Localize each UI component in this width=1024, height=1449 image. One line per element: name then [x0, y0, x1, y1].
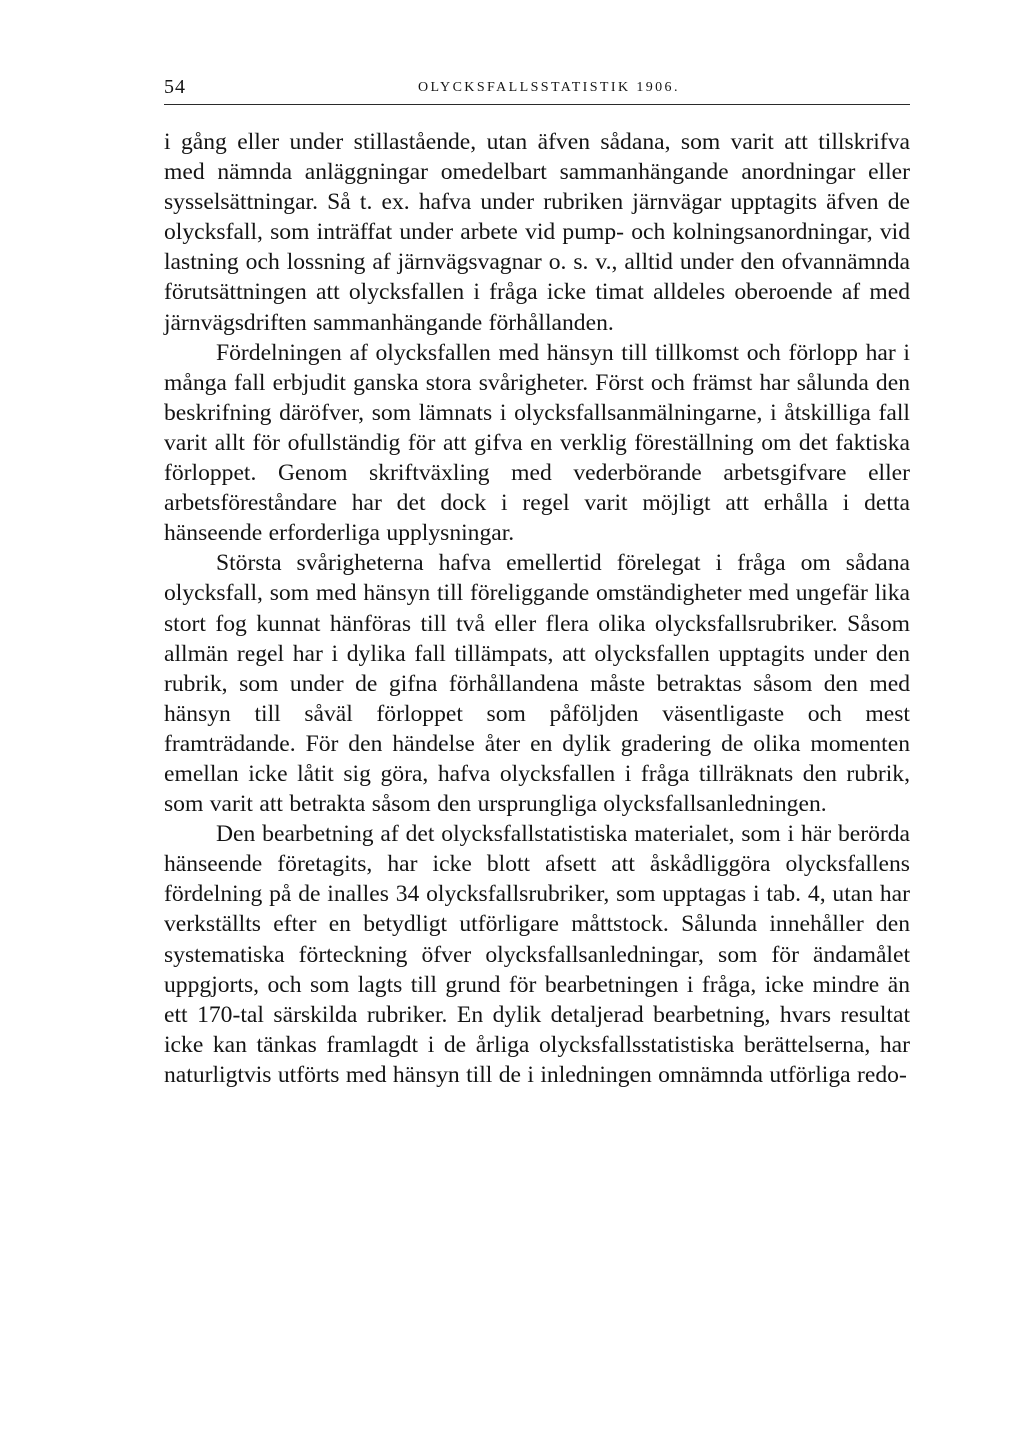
running-title: OLYCKSFALLSSTATISTIK 1906.	[418, 80, 680, 95]
paragraph-continuation: i gång eller under stillastående, utan äfven sådana, som varit att tillskrifva med nämnda anläggningar omedelbart sammanhängande anordningar eller sysselsättningar. Så t. ex. hafva under rubriken järnvägar upptagits äfven de olycksfall, som inträffat under arbete vid pump- och kolningsanordningar, vid lastning och lossning af järnvägsvagnar o. s. v., alltid under den ofvannämnda förutsättningen att olycksfallen i fråga icke timat alldeles oberoende af med järnvägsdriften sammanhängande förhållanden.	[164, 129, 910, 336]
page-content	[164, 74, 910, 1090]
running-header	[164, 74, 910, 105]
body-text	[164, 127, 910, 1090]
page-number: 54	[164, 76, 186, 98]
paragraph-processing: Den bearbetning af det olycksfallstatistiska materialet, som i här berörda hänseende företagits, har icke blott afsett att åskådliggöra olycksfallens fördelning på de inalles 34 olycksfallsrubriker, som upptagas i tab. 4, utan har verkställts efter en betydligt utförligare måttstock. Sålunda innehåller den systematiska förteckning öfver olycksfallsanledningar, som för ändamålet uppgjorts, och som lagts till grund för bearbetningen i fråga, icke mindre än ett 170-tal särskilda rubriker. En dylik detaljerad bearbetning, hvars resultat icke kan tänkas framlagdt i de årliga olycksfallsstatistiska berättelserna, har naturligtvis utförts med hänsyn till de i inledningen omnämnda utförliga redo-	[164, 821, 910, 1088]
paragraph-ambiguous-cases: Största svårigheterna hafva emellertid förelegat i fråga om sådana olycksfall, som med hänsyn till föreliggande omständigheter med ungefär lika stort fog kunnat hänföras till två eller flera olika olycksfallsrubriker. Såsom allmän regel har i dylika fall tillämpats, att olycksfallen upptagits under den rubrik, som under de gifna förhållandena måste betraktas såsom den med hänsyn till såväl förloppet som påföljden väsentligaste och mest framträdande. För den händelse åter en dylik gradering de olika momenten emellan icke låtit sig göra, hafva olycksfallen i fråga tillräknats den rubrik, som varit att betrakta såsom den ursprungliga olycksfallsanledningen.	[164, 550, 910, 818]
paragraph-classification-difficulties: Fördelningen af olycksfallen med hänsyn till tillkomst och förlopp har i många fall erbjudit ganska stora svårigheter. Först och främst har sålunda den beskrifning däröfver, som lämnats i olycksfallsanmälningarne, i åtskilliga fall varit allt för ofullständig för att gifva en verklig föreställning om det faktiska förloppet. Genom skriftväxling med vederbörande arbetsgifvare eller arbetsföreståndare har det dock i regel varit möjligt att erhålla i detta hänseende erforderliga upplysningar.	[164, 339, 910, 547]
